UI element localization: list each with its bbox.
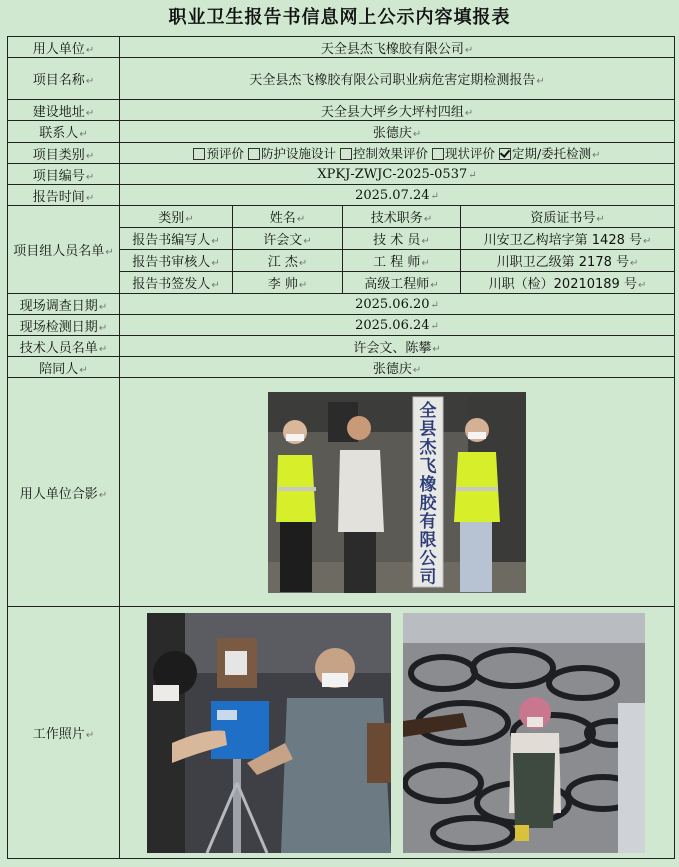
category-control-effect[interactable]: 控制效果评价 — [340, 146, 428, 161]
team-cert: 川职（检）20210189 号↵ — [461, 272, 675, 294]
tech-staff-value: 许会文、陈攀↵ — [120, 336, 675, 357]
sign-character: 飞 — [419, 456, 437, 476]
category-preassessment[interactable]: 预评价 — [193, 146, 244, 161]
team-title: 技 术 员↵ — [343, 228, 461, 250]
project-number-value: XPKJ-ZWJC-2025-0537↵ — [120, 164, 675, 185]
sign-character: 全 — [419, 400, 437, 421]
checkbox-periodic-testing[interactable] — [499, 148, 511, 160]
checkbox-status-evaluation[interactable] — [432, 148, 444, 160]
work-photo-cell — [120, 607, 675, 859]
project-number-label: 项目编号↵ — [8, 164, 120, 185]
report-time-value: 2025.07.24↵ — [120, 185, 675, 206]
form-title: 职业卫生报告书信息网上公示内容填报表 — [168, 7, 511, 28]
address-label: 建设地址↵ — [8, 100, 120, 121]
team-title: 工 程 师↵ — [343, 250, 461, 272]
team-header-title: 技术职务↵ — [343, 206, 461, 228]
report-time-label: 报告时间↵ — [8, 185, 120, 206]
contact-value: 张德庆↵ — [120, 121, 675, 143]
contact-label: 联系人↵ — [8, 121, 120, 143]
sign-character: 公 — [419, 548, 437, 569]
group-photo-image — [268, 392, 526, 593]
group-photo — [268, 392, 526, 593]
escort-value: 张德庆↵ — [120, 357, 675, 378]
test-date-label: 现场检测日期↵ — [8, 315, 120, 336]
sign-character: 杰 — [419, 437, 437, 458]
category-label: 项目类别↵ — [8, 143, 120, 164]
team-role: 报告书编写人↵ — [120, 228, 233, 250]
escort-label: 陪同人↵ — [8, 357, 120, 378]
team-name: 江 杰↵ — [233, 250, 343, 272]
group-photo-cell — [120, 378, 675, 607]
team-header-cert: 资质证书号↵ — [461, 206, 675, 228]
sign-character: 橡 — [419, 474, 437, 495]
team-label: 项目组人员名单↵ — [8, 206, 120, 294]
survey-date-label: 现场调查日期↵ — [8, 294, 120, 315]
sign-character: 司 — [419, 567, 437, 587]
category-periodic-testing[interactable]: 定期/委托检测 — [499, 146, 591, 161]
sign-character: 县 — [419, 419, 437, 439]
employer-label: 用人单位↵ — [8, 37, 120, 58]
work-photo-rubber-belts — [403, 613, 645, 853]
survey-date-value: 2025.06.20↵ — [120, 294, 675, 315]
sign-character: 限 — [419, 530, 437, 550]
checkbox-protection-design[interactable] — [248, 148, 260, 160]
team-role: 报告书签发人↵ — [120, 272, 233, 294]
sign-character: 有 — [419, 511, 437, 532]
test-date-value: 2025.06.24↵ — [120, 315, 675, 336]
address-value: 天全县大坪乡大坪村四组↵ — [120, 100, 675, 121]
work-photo-label: 工作照片↵ — [8, 607, 120, 859]
team-cert: 川职卫乙级第 2178 号↵ — [461, 250, 675, 272]
category-status-evaluation[interactable]: 现状评价 — [432, 146, 495, 161]
team-name: 李 帅↵ — [233, 272, 343, 294]
work-photo-rubber-belts-image — [403, 613, 645, 853]
team-role: 报告书审核人↵ — [120, 250, 233, 272]
work-photo-testing-image — [147, 613, 391, 853]
work-photo-testing — [147, 613, 391, 853]
employer-value: 天全县杰飞橡胶有限公司↵ — [120, 37, 675, 58]
group-photo-label: 用人单位合影↵ — [8, 378, 120, 607]
team-title: 高级工程师↵ — [343, 272, 461, 294]
tech-staff-label: 技术人员名单↵ — [8, 336, 120, 357]
team-header-name: 姓名↵ — [233, 206, 343, 228]
project-name-value: 天全县杰飞橡胶有限公司职业病危害定期检测报告↵ — [120, 58, 675, 100]
category-protection-design[interactable]: 防护设施设计 — [248, 146, 336, 161]
sign-character: 胶 — [419, 493, 437, 513]
disclosure-table — [7, 36, 675, 859]
project-name-label: 项目名称↵ — [8, 58, 120, 100]
category-options: 预评价 防护设施设计 控制效果评价 现状评价 定期/委托检测↵ — [120, 143, 675, 164]
team-cert: 川安卫乙构培字第 1428 号↵ — [461, 228, 675, 250]
team-name: 许会文↵ — [233, 228, 343, 250]
checkbox-control-effect[interactable] — [340, 148, 352, 160]
team-header-role: 类别↵ — [120, 206, 233, 228]
checkbox-preassessment[interactable] — [193, 148, 205, 160]
